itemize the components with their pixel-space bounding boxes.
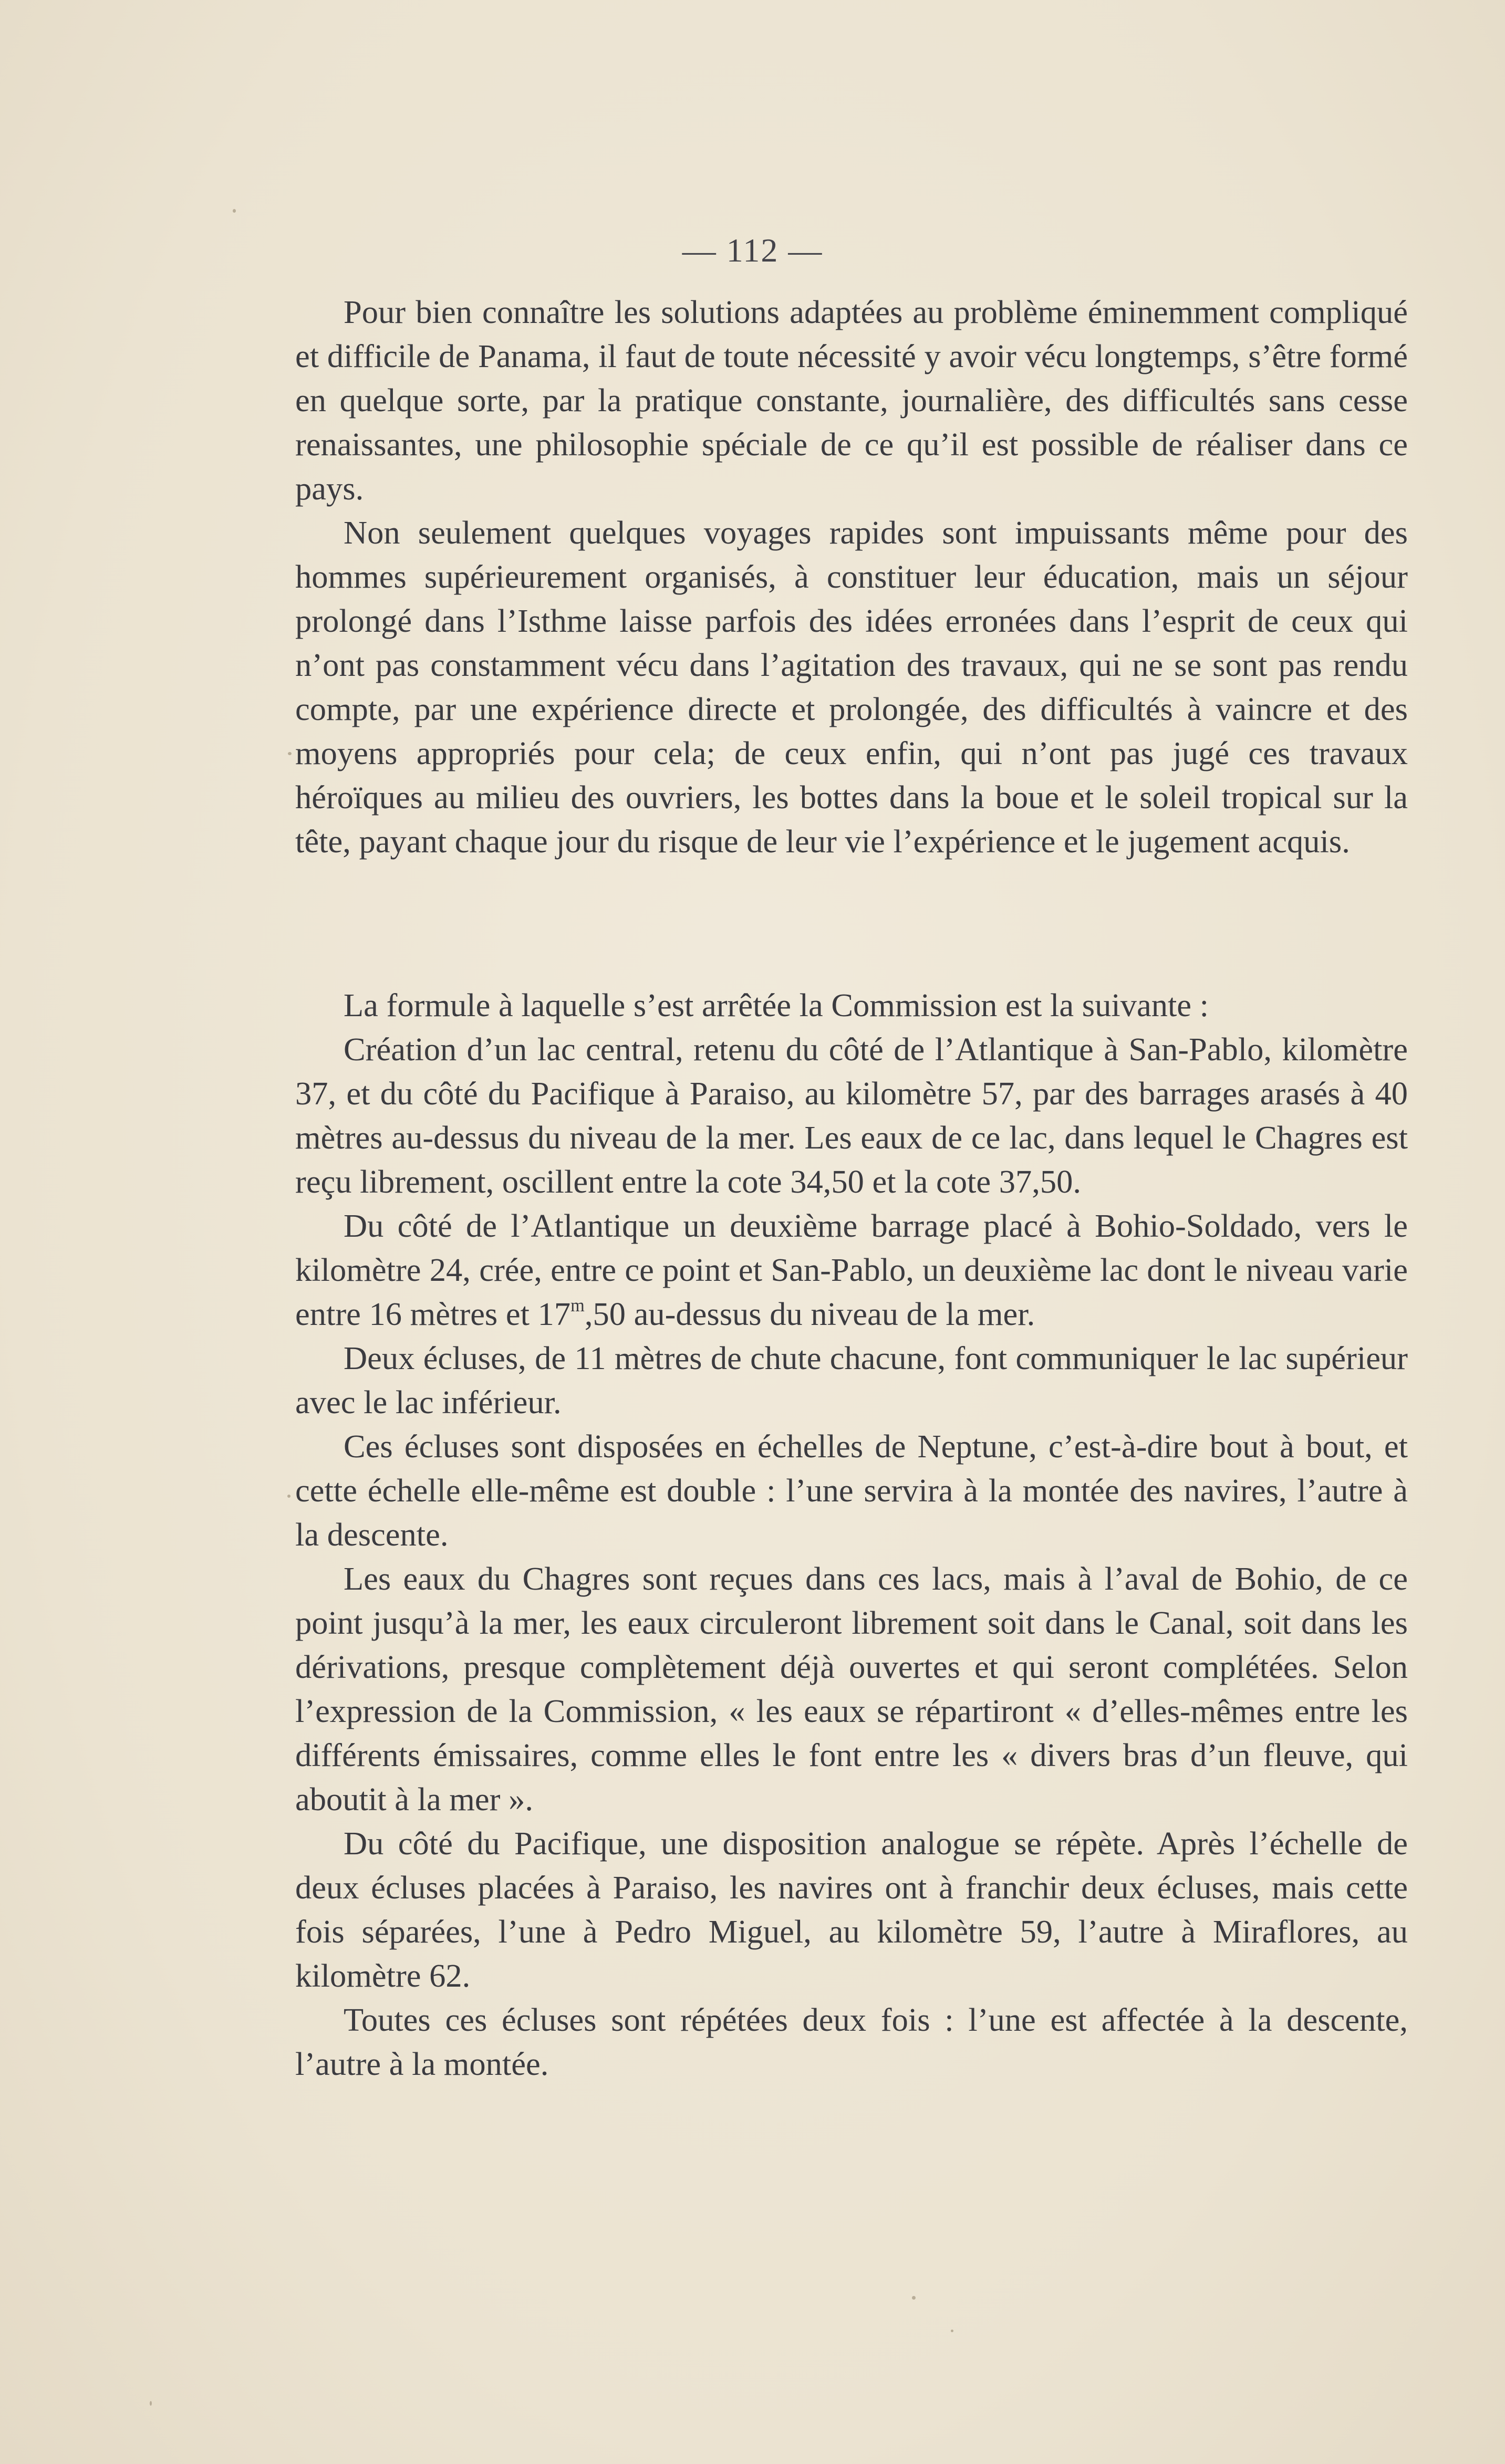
- paragraph: La formule à laquelle s’est arrêtée la Commission est la suivante :: [344, 987, 1209, 1024]
- paragraph: Ces écluses sont disposées en échelles de Neptune, c’est-à-dire bout à bout, et cette échelle elle-même est double : l’une servira à la montée des navires, l’autre à la descente.: [295, 1428, 1408, 1553]
- page-number: — 112 —: [682, 232, 823, 269]
- text-section-intro: [295, 290, 1408, 863]
- paragraph: Du côté du Pacifique, une disposition analogue se répète. Après l’échelle de deux écluses placées à Paraiso, les navires ont à franchir deux écluses, mais cette fois séparées, l’une à Pedro Miguel, au kilomètre 59, l’autre à Miraflores, au kilomètre 62.: [295, 1825, 1408, 1994]
- paragraph: Les eaux du Chagres sont reçues dans ces lacs, mais à l’aval de Bohio, de ce point jusqu’à la mer, les eaux circuleront librement soit dans le Canal, soit dans les dérivations, presque complètement déjà ouvertes et qui seront complétées. Selon l’expression de la Commission, « les eaux se répartiront « d’elles-mêmes entre les différents émissaires, comme elles le font entre les « divers bras d’un fleuve, qui aboutit à la mer ».: [295, 1560, 1408, 1818]
- paragraph: Deux écluses, de 11 mètres de chute chacune, font communiquer le lac supérieur avec le lac inférieur.: [295, 1340, 1408, 1421]
- paragraph: Pour bien connaître les solutions adaptées au problème éminemment compliqué et difficile de Panama, il faut de toute nécessité y avoir vécu longtemps, s’être formé en quelque sorte, par la pratique constante, journalière, des difficultés sans cesse renaissantes, une philosophie spéciale de ce qu’il est possible de réaliser dans ce pays.: [295, 294, 1408, 507]
- paragraph: Création d’un lac central, retenu du côté de l’Atlantique à San-Pablo, kilomètre 37, et du côté du Pacifique à Paraiso, au kilomètre 57, par des barrages arasés à 40 mètres au-dessus du niveau de la mer. Les eaux de ce lac, dans lequel le Chagres est reçu librement, oscillent entre la cote 34,50 et la cote 37,50.: [295, 1031, 1408, 1200]
- paper-speck: [951, 2330, 953, 2332]
- superscript-unit: m: [570, 1296, 585, 1316]
- paragraph-text: ,50 au-dessus du niveau de la mer.: [584, 1296, 1035, 1332]
- paragraph: Toutes ces écluses sont répétées deux fois : l’une est affectée à la descente, l’autre à la montée.: [295, 2001, 1408, 2082]
- paper-speck: [912, 2296, 916, 2300]
- paragraph-text: Du côté de l’Atlantique un deuxième barrage placé à Bohio-Soldado, vers le kilomètre 24, crée, entre ce point et San-Pablo, un deuxième lac dont le niveau varie entre 16 mètres et 17: [295, 1207, 1408, 1332]
- paragraph: [295, 1204, 1408, 1336]
- text-section-formula: [295, 983, 1408, 2086]
- paragraph: Non seulement quelques voyages rapides sont impuissants même pour des hommes supérieurement organisés, à constituer leur éducation, mais un séjour prolongé dans l’Isthme laisse parfois des idées erronées dans l’esprit de ceux qui n’ont pas constamment vécu dans l’agitation des travaux, qui ne se sont pas rendu compte, par une expérience directe et prolongée, des difficultés à vaincre et des moyens appropriés pour cela; de ceux enfin, qui n’ont pas jugé ces travaux héroïques au milieu des ouvriers, les bottes dans la boue et le soleil tropical sur la tête, payant chaque jour du risque de leur vie l’expérience et le jugement acquis.: [295, 514, 1408, 860]
- paper-speck: [288, 752, 292, 755]
- paper-speck: [233, 209, 236, 213]
- paper-speck: [287, 1495, 290, 1498]
- paper-speck: [150, 2401, 152, 2406]
